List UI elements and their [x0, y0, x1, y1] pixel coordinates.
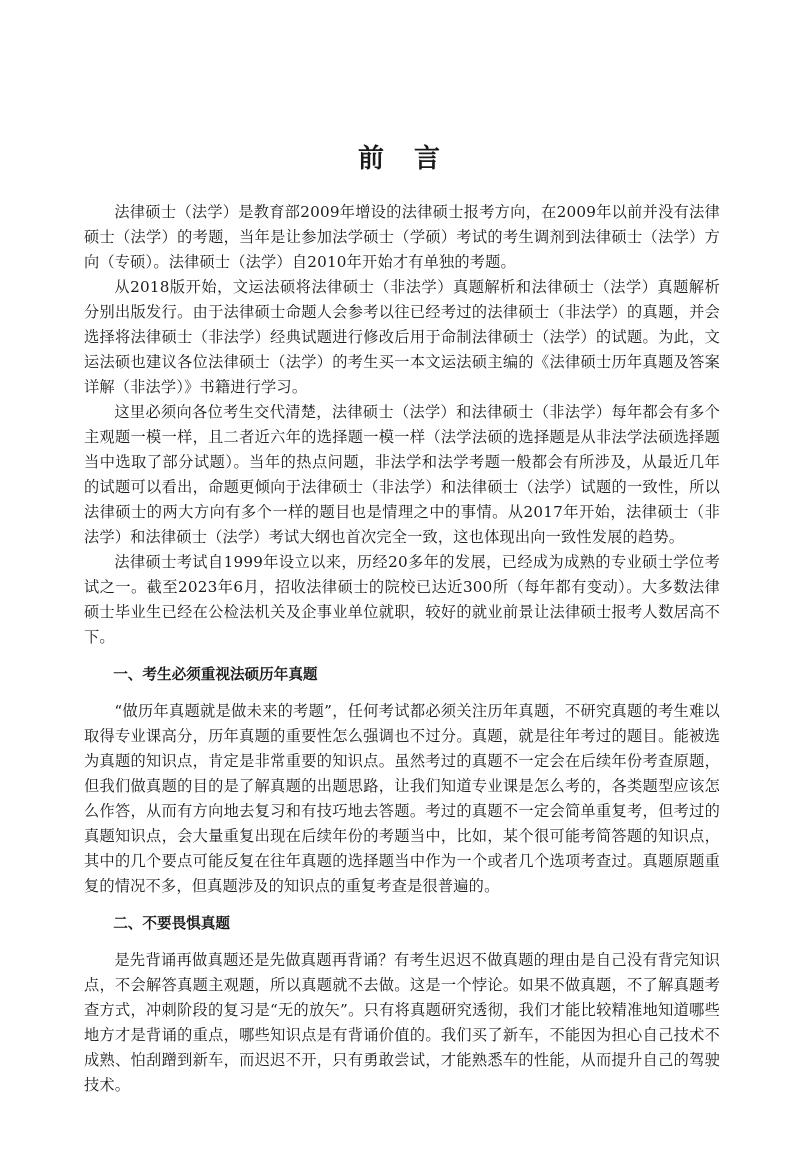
document-body	[84, 200, 720, 1098]
section-heading-1: 一、考生必须重视法硕历年真题	[113, 666, 318, 683]
section-2-paragraph: 是先背诵再做真题还是先做真题再背诵？有考生迟迟不做真题的理由是自己没有背完知识点，不会解答真题主观题，所以真题就不去做。这是一个悖论。如果不做真题，不了解真题考查方式，冲刺阶段的复习是“无的放矢”。只有将真题研究透彻，我们才能比较精准地知道哪些地方才是背诵的重点，哪些知识点是有背诵价值的。我们买了新车，不能因为担心自己技术不成熟、怕刮蹭到新车，而迟迟不开，只有勇敢尝试，才能熟悉车的性能，从而提升自己的驾驶技术。	[84, 951, 720, 1094]
intro-paragraph-4: 法律硕士考试自1999年设立以来，历经20多年的发展，已经成为成熟的专业硕士学位考试之一。截至2023年6月，招收法律硕士的院校已达近300所（每年都有变动）。大多数法律硕士毕业生已经在公检法机关及企事业单位就职，较好的就业前景让法律硕士报考人数居高不下。	[84, 553, 720, 646]
intro-paragraph-3: 这里必须向各位考生交代清楚，法律硕士（法学）和法律硕士（非法学）每年都会有多个主观题一模一样，且二者近六年的选择题一模一样（法学法硕的选择题是从非法学法硕选择题当中选取了部分试题）。当年的热点问题，非法学和法学考题一般都会有所涉及，从最近几年的试题可以看出，命题更倾向于法律硕士（非法学）和法律硕士（法学）试题的一致性，所以法律硕士的两大方向有多个一样的题目也是情理之中的事情。从2017年开始，法律硕士（非法学）和法律硕士（法学）考试大纲也首次完全一致，这也体现出向一致性发展的趋势。	[84, 403, 720, 546]
section-1-paragraph: “做历年真题就是做未来的考题”，任何考试都必须关注历年真题，不研究真题的考生难以取得专业课高分，历年真题的重要性怎么强调也不过分。真题，就是往年考过的题目。能被选为真题的知识点，肯定是非常重要的知识点。虽然考过的真题不一定会在后续年份考查原题，但我们做真题的目的是了解真题的出题思路，让我们知道专业课是怎么考的，各类题型应该怎么作答，从而有方向地去复习和有技巧地去答题。考过的真题不一定会简单重复考，但考过的真题知识点，会大量重复出现在后续年份的考题当中，比如，某个很可能考简答题的知识点，其中的几个要点可能反复在往年真题的选择题当中作为一个或者几个选项考查过。真题原题重复的情况不多，但真题涉及的知识点的重复考查是很普遍的。	[84, 702, 720, 895]
intro-paragraph-2: 从2018版开始，文运法硕将法律硕士（非法学）真题解析和法律硕士（法学）真题解析分别出版发行。由于法律硕士命题人会参考以往已经考过的法律硕士（非法学）的真题，并会选择将法律硕士（非法学）经典试题进行修改后用于命制法律硕士（法学）的试题。为此，文运法硕也建议各位法律硕士（法学）的考生买一本文运法硕主编的《法律硕士历年真题及答案详解（非法学）》书籍进行学习。	[84, 278, 720, 396]
intro-paragraph-1: 法律硕士（法学）是教育部2009年增设的法律硕士报考方向，在2009年以前并没有法律硕士（法学）的考题，当年是让参加法学硕士（学硕）考试的考生调剂到法律硕士（法学）方向（专硕）。法律硕士（法学）自2010年开始才有单独的考题。	[84, 203, 720, 271]
section-heading-2: 二、不要畏惧真题	[113, 915, 230, 932]
page-title: 前 言	[357, 144, 442, 174]
